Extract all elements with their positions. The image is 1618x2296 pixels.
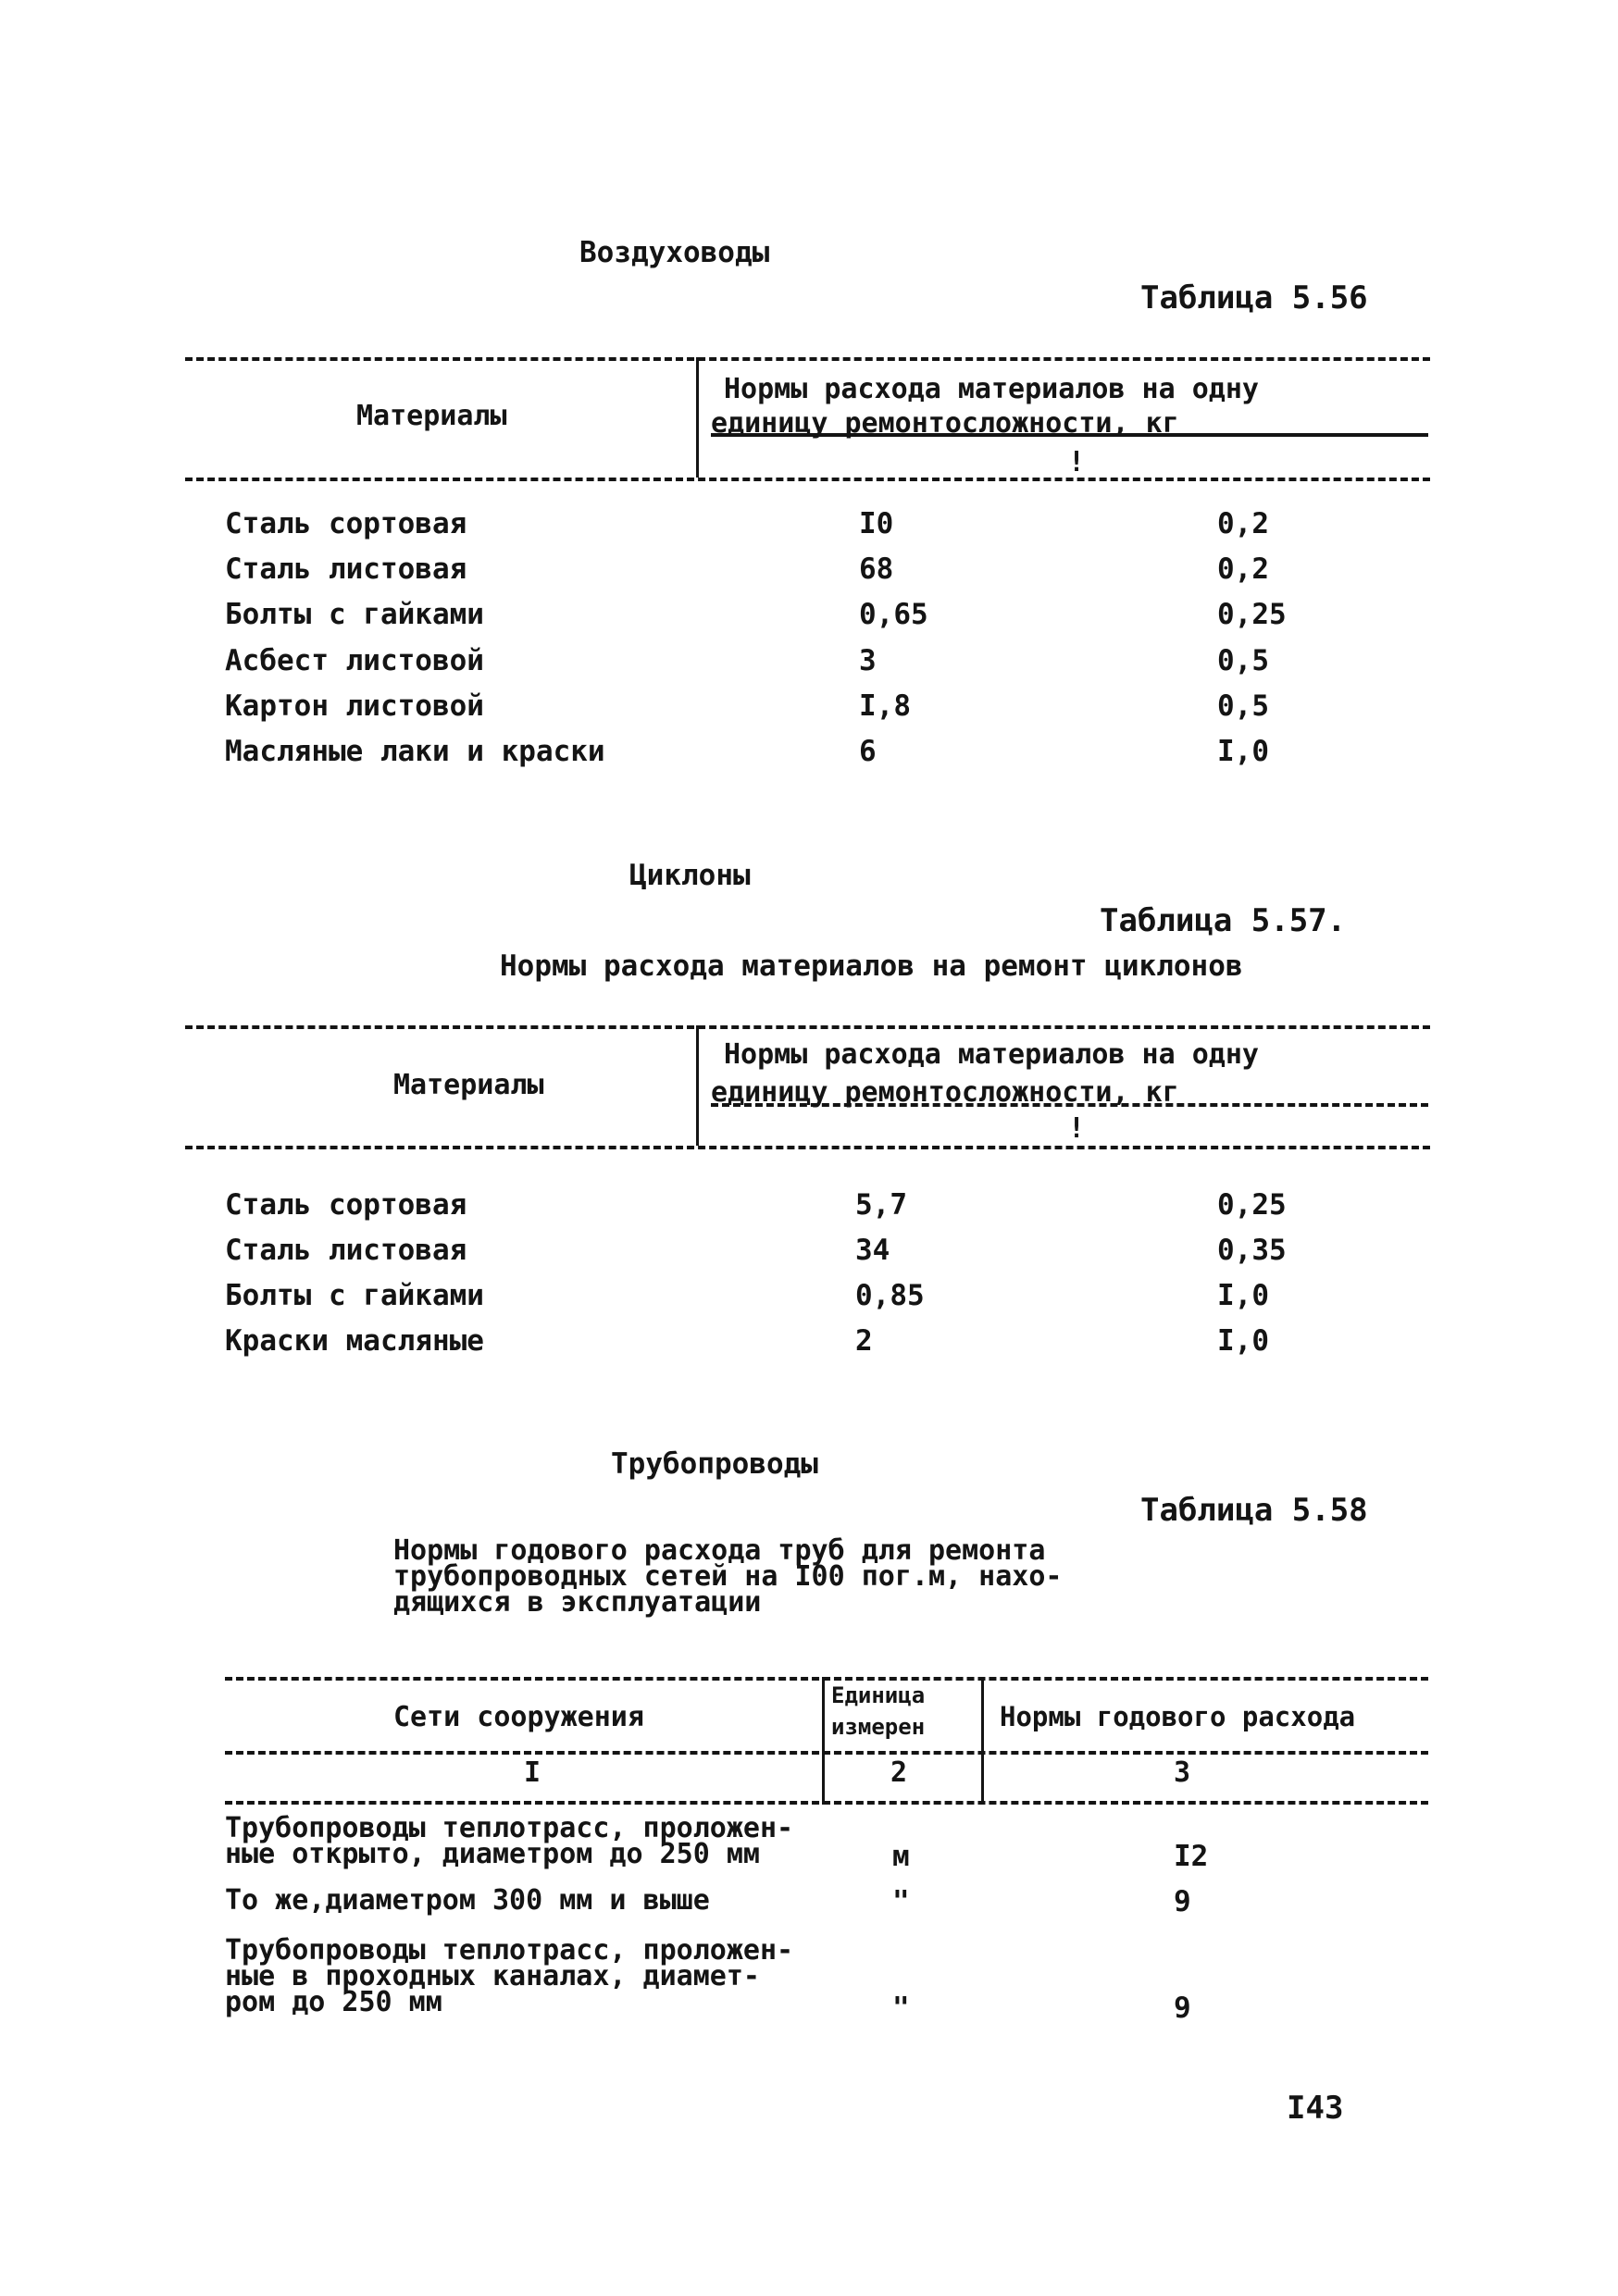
norm-value-2: 0,35 <box>1217 1234 1287 1267</box>
header-unit-line1: Единица <box>831 1682 926 1708</box>
network-name-line: ные открыто, диаметром до 250 мм <box>225 1838 760 1870</box>
column-number-2: 2 <box>890 1756 908 1789</box>
header-materials: Материалы <box>393 1069 544 1101</box>
section-title-air-ducts: Воздуховоды <box>579 236 770 269</box>
column-number-3: 3 <box>1174 1756 1191 1789</box>
norm-value-2: I,0 <box>1217 1324 1269 1358</box>
network-name <box>225 1812 794 1870</box>
norm-value-2: 0,2 <box>1217 507 1269 540</box>
header-underline <box>711 1103 1428 1107</box>
norm-value-1: 0,85 <box>855 1279 925 1312</box>
table-rule-numbers <box>225 1801 1428 1805</box>
network-name-line: ром до 250 мм <box>225 1986 442 2018</box>
norm-value-1: 3 <box>859 644 877 677</box>
table-rule-header <box>185 478 1430 481</box>
col-divider-1 <box>822 1677 825 1805</box>
material-name: Масляные лаки и краски <box>225 735 605 768</box>
network-name-line: ные в проходных каналах, диамет- <box>225 1960 760 1992</box>
material-name: Картон листовой <box>225 689 484 723</box>
table-label-5-57: Таблица 5.57. <box>1100 902 1347 939</box>
network-name-line: Трубопроводы теплотрасс, проложен- <box>225 1934 794 1967</box>
material-name: Болты с гайками <box>225 1279 484 1312</box>
norm-value-2: 0,5 <box>1217 644 1269 677</box>
section-title-pipelines: Трубопроводы <box>611 1447 818 1481</box>
norm-value-1: 34 <box>855 1234 890 1267</box>
header-norms-line2: единицу ремонтосложности, кг <box>711 1076 1179 1109</box>
table-label-5-56: Таблица 5.56 <box>1140 279 1368 316</box>
material-name: Сталь сортовая <box>225 507 467 540</box>
subtitle-line: дящихся в эксплуатации <box>393 1586 762 1619</box>
header-norms-line1: Нормы расхода материалов на одну <box>724 1038 1259 1071</box>
table-rule-header <box>185 1146 1430 1149</box>
header-networks: Сети сооружения <box>393 1701 644 1733</box>
network-name-line: То же,диаметром 300 мм и выше <box>225 1884 710 1917</box>
column-number-1: I <box>524 1756 541 1789</box>
norm-value-1: I,8 <box>859 689 911 723</box>
table-subtitle <box>393 1534 1063 1619</box>
page-number: I43 <box>1287 2090 1344 2127</box>
network-name-line: Трубопроводы теплотрасс, проложен- <box>225 1812 794 1844</box>
header-divider-mark: ! <box>1068 446 1086 478</box>
norm-value-2: 0,2 <box>1217 552 1269 586</box>
unit-value: " <box>892 1992 910 2025</box>
unit-value: " <box>892 1885 910 1918</box>
norm-value-2: I,0 <box>1217 1279 1269 1312</box>
network-name <box>225 1934 794 2018</box>
norm-value: 9 <box>1174 1885 1191 1918</box>
header-divider <box>696 357 699 478</box>
norm-value-2: 0,5 <box>1217 689 1269 723</box>
norm-value: I2 <box>1174 1840 1209 1873</box>
col-divider-2 <box>981 1677 984 1805</box>
material-name: Сталь листовая <box>225 552 467 586</box>
subtitle-line: Нормы годового расхода труб для ремонта <box>393 1534 1046 1567</box>
subtitle-line: трубопроводных сетей на I00 пог.м, нахо- <box>393 1560 1063 1593</box>
material-name: Сталь сортовая <box>225 1188 467 1222</box>
norm-value-2: 0,25 <box>1217 598 1287 631</box>
header-annual-norms: Нормы годового расхода <box>1000 1701 1356 1732</box>
unit-value: м <box>892 1840 910 1873</box>
material-name: Сталь листовая <box>225 1234 467 1267</box>
header-divider-mark: ! <box>1068 1112 1086 1145</box>
header-unit-line2: измерен <box>831 1714 926 1740</box>
norm-value-1: 68 <box>859 552 894 586</box>
table-rule-header <box>225 1751 1428 1755</box>
table-rule-top <box>225 1677 1428 1681</box>
norm-value-1: 2 <box>855 1324 873 1358</box>
norm-value: 9 <box>1174 1992 1191 2025</box>
norm-value-2: I,0 <box>1217 735 1269 768</box>
material-name: Болты с гайками <box>225 598 484 631</box>
norm-value-1: 5,7 <box>855 1188 907 1222</box>
table-subtitle: Нормы расхода материалов на ремонт циклонов <box>500 949 1243 983</box>
table-label-5-58: Таблица 5.58 <box>1140 1492 1368 1529</box>
header-norms-line1: Нормы расхода материалов на одну <box>724 373 1259 405</box>
header-underline <box>711 433 1428 437</box>
table-rule-top <box>185 357 1430 361</box>
section-title-cyclones: Циклоны <box>629 859 751 892</box>
header-norms-line2: единицу ремонтосложности, кг <box>711 407 1179 440</box>
material-name: Асбест листовой <box>225 644 484 677</box>
header-materials: Материалы <box>356 400 507 432</box>
material-name: Краски масляные <box>225 1324 484 1358</box>
table-rule-top <box>185 1025 1430 1029</box>
norm-value-1: 6 <box>859 735 877 768</box>
norm-value-1: 0,65 <box>859 598 928 631</box>
norm-value-2: 0,25 <box>1217 1188 1287 1222</box>
header-divider <box>696 1025 699 1146</box>
network-name <box>225 1884 710 1917</box>
norm-value-1: I0 <box>859 507 894 540</box>
